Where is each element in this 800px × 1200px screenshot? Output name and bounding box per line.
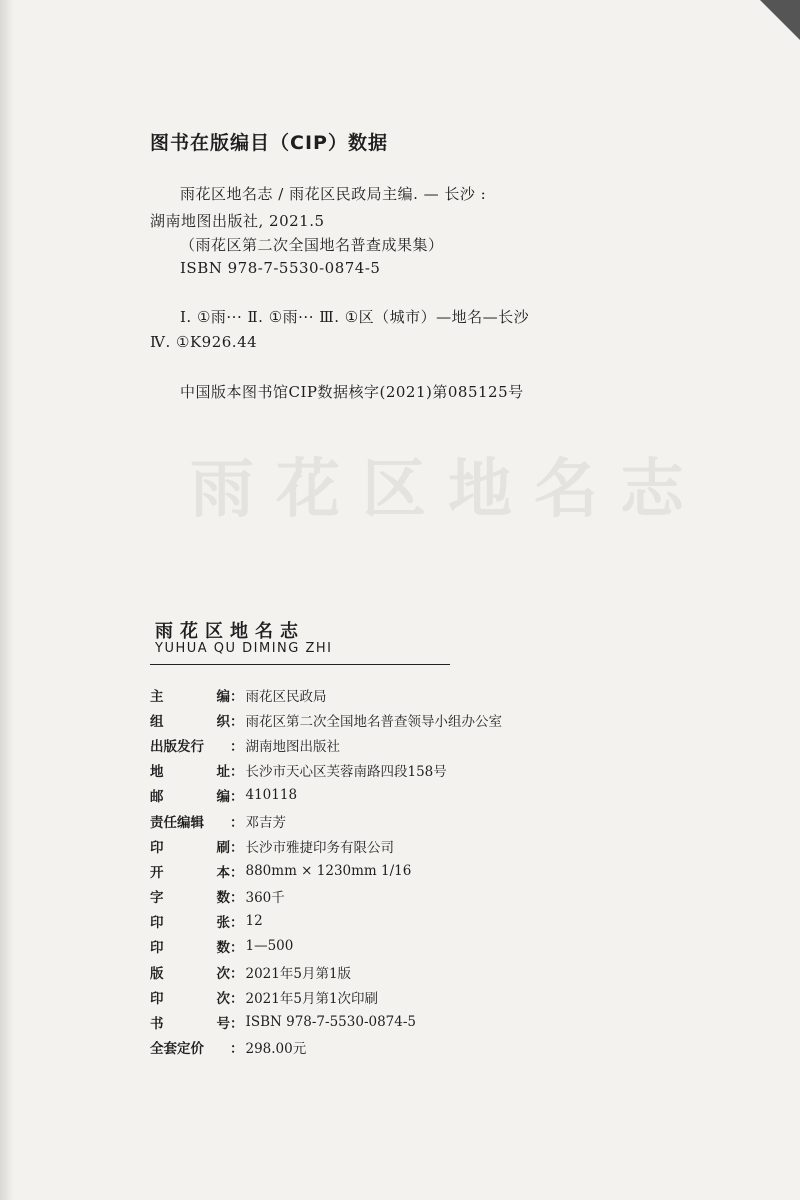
info-value: 邓吉芳 bbox=[245, 814, 286, 831]
info-label-char: 号 bbox=[216, 1016, 230, 1033]
info-value: 298.00元 bbox=[245, 1041, 307, 1058]
info-colon: ： bbox=[230, 839, 244, 856]
info-row bbox=[150, 909, 502, 934]
info-colon: ： bbox=[230, 713, 244, 730]
info-row bbox=[150, 808, 502, 833]
info-label: 责任编辑 bbox=[150, 814, 204, 831]
info-label-char: 数 bbox=[216, 890, 230, 907]
info-row bbox=[150, 1009, 502, 1034]
info-colon: ： bbox=[230, 688, 244, 705]
info-label-char: 址 bbox=[216, 764, 230, 781]
info-label-char: 书 bbox=[150, 1016, 164, 1033]
info-label bbox=[150, 685, 230, 705]
info-value: 410118 bbox=[245, 787, 298, 804]
info-colon: ： bbox=[230, 890, 244, 907]
info-row bbox=[150, 833, 502, 858]
info-colon: ： bbox=[230, 940, 244, 957]
info-colon: ： bbox=[230, 1016, 244, 1033]
show-through-text: 雨花区地名志 bbox=[190, 452, 706, 527]
info-label-char: 印 bbox=[150, 839, 164, 856]
info-label-char: 编 bbox=[216, 688, 230, 705]
info-label-char: 邮 bbox=[150, 789, 164, 806]
cip-line: Ⅳ. ①K926.44 bbox=[150, 333, 258, 351]
cip-line: 雨花区地名志 / 雨花区民政局主编. — 长沙 : bbox=[180, 185, 487, 203]
info-label-char: 地 bbox=[150, 764, 164, 781]
info-label-char: 印 bbox=[150, 940, 164, 957]
info-label-char: 印 bbox=[150, 915, 164, 932]
info-value: 2021年5月第1版 bbox=[245, 965, 352, 982]
info-label-char: 组 bbox=[150, 713, 164, 730]
info-colon: ： bbox=[230, 738, 244, 755]
info-row bbox=[150, 858, 502, 883]
info-row bbox=[150, 758, 502, 783]
info-label-char: 开 bbox=[150, 864, 164, 881]
book-subtitle: YUHUA QU DIMING ZHI bbox=[155, 641, 333, 656]
info-colon: ： bbox=[230, 764, 244, 781]
folded-corner bbox=[760, 0, 800, 40]
info-row bbox=[150, 959, 502, 984]
info-label-char: 织 bbox=[216, 713, 230, 730]
info-label bbox=[150, 760, 230, 780]
info-row bbox=[150, 707, 502, 732]
info-row bbox=[150, 984, 502, 1009]
info-label bbox=[150, 886, 230, 906]
info-label-char: 次 bbox=[216, 990, 230, 1007]
info-label bbox=[150, 1012, 230, 1032]
info-value: 长沙市雅捷印务有限公司 bbox=[245, 839, 394, 856]
cip-line: （雨花区第二次全国地名普查成果集） bbox=[180, 236, 444, 254]
info-row bbox=[150, 783, 502, 808]
info-row bbox=[150, 1035, 502, 1060]
info-label-char: 张 bbox=[216, 915, 230, 932]
info-colon: ： bbox=[230, 990, 244, 1007]
info-label bbox=[150, 861, 230, 881]
info-label-char: 编 bbox=[216, 789, 230, 806]
info-label-char: 主 bbox=[150, 688, 164, 705]
info-value: 360千 bbox=[245, 890, 285, 907]
info-value: 雨花区民政局 bbox=[245, 688, 327, 705]
info-label bbox=[150, 785, 230, 805]
info-value: ISBN 978-7-5530-0874-5 bbox=[245, 1014, 417, 1031]
info-row bbox=[150, 682, 502, 707]
cip-line: ISBN 978-7-5530-0874-5 bbox=[180, 259, 381, 277]
info-label-char: 版 bbox=[150, 965, 164, 982]
cip-line: 湖南地图出版社, 2021.5 bbox=[150, 212, 325, 230]
cip-title: 图书在版编目（CIP）数据 bbox=[150, 132, 388, 154]
info-colon: ： bbox=[230, 814, 244, 831]
info-value: 12 bbox=[245, 913, 263, 930]
info-label: 全套定价 bbox=[150, 1041, 204, 1058]
book-title: 雨花区地名志 bbox=[155, 621, 305, 642]
info-label-char: 数 bbox=[216, 940, 230, 957]
info-label bbox=[150, 836, 230, 856]
info-row bbox=[150, 732, 502, 757]
info-label bbox=[150, 936, 230, 956]
info-value: 长沙市天心区芙蓉南路四段158号 bbox=[245, 764, 447, 781]
info-colon: ： bbox=[230, 864, 244, 881]
info-value: 雨花区第二次全国地名普查领导小组办公室 bbox=[245, 713, 502, 730]
info-value: 湖南地图出版社 bbox=[245, 738, 340, 755]
info-colon: ： bbox=[230, 915, 244, 932]
info-label bbox=[150, 962, 230, 982]
info-label: 出版发行 bbox=[150, 738, 204, 755]
info-colon: ： bbox=[230, 965, 244, 982]
page-edge-shadow bbox=[0, 0, 14, 1200]
info-label bbox=[150, 710, 230, 730]
info-label-char: 字 bbox=[150, 890, 164, 907]
info-colon: ： bbox=[230, 789, 244, 806]
info-value: 880mm × 1230mm 1/16 bbox=[245, 862, 412, 879]
info-label-char: 次 bbox=[216, 965, 230, 982]
info-value: 2021年5月第1次印刷 bbox=[245, 990, 379, 1007]
info-label-char: 本 bbox=[216, 864, 230, 881]
info-row bbox=[150, 934, 502, 959]
cip-line: 中国版本图书馆CIP数据核字(2021)第085125号 bbox=[180, 383, 524, 401]
info-label-char: 印 bbox=[150, 990, 164, 1007]
cip-line: Ⅰ. ①雨··· Ⅱ. ①雨··· Ⅲ. ①区（城市）—地名—长沙 bbox=[180, 308, 530, 326]
info-value: 1—500 bbox=[245, 938, 294, 955]
info-colon: ： bbox=[230, 1041, 244, 1058]
info-row bbox=[150, 884, 502, 909]
publication-info bbox=[150, 682, 502, 1060]
info-label bbox=[150, 987, 230, 1007]
divider-rule bbox=[150, 664, 450, 665]
info-label bbox=[150, 911, 230, 931]
info-label-char: 刷 bbox=[216, 839, 230, 856]
